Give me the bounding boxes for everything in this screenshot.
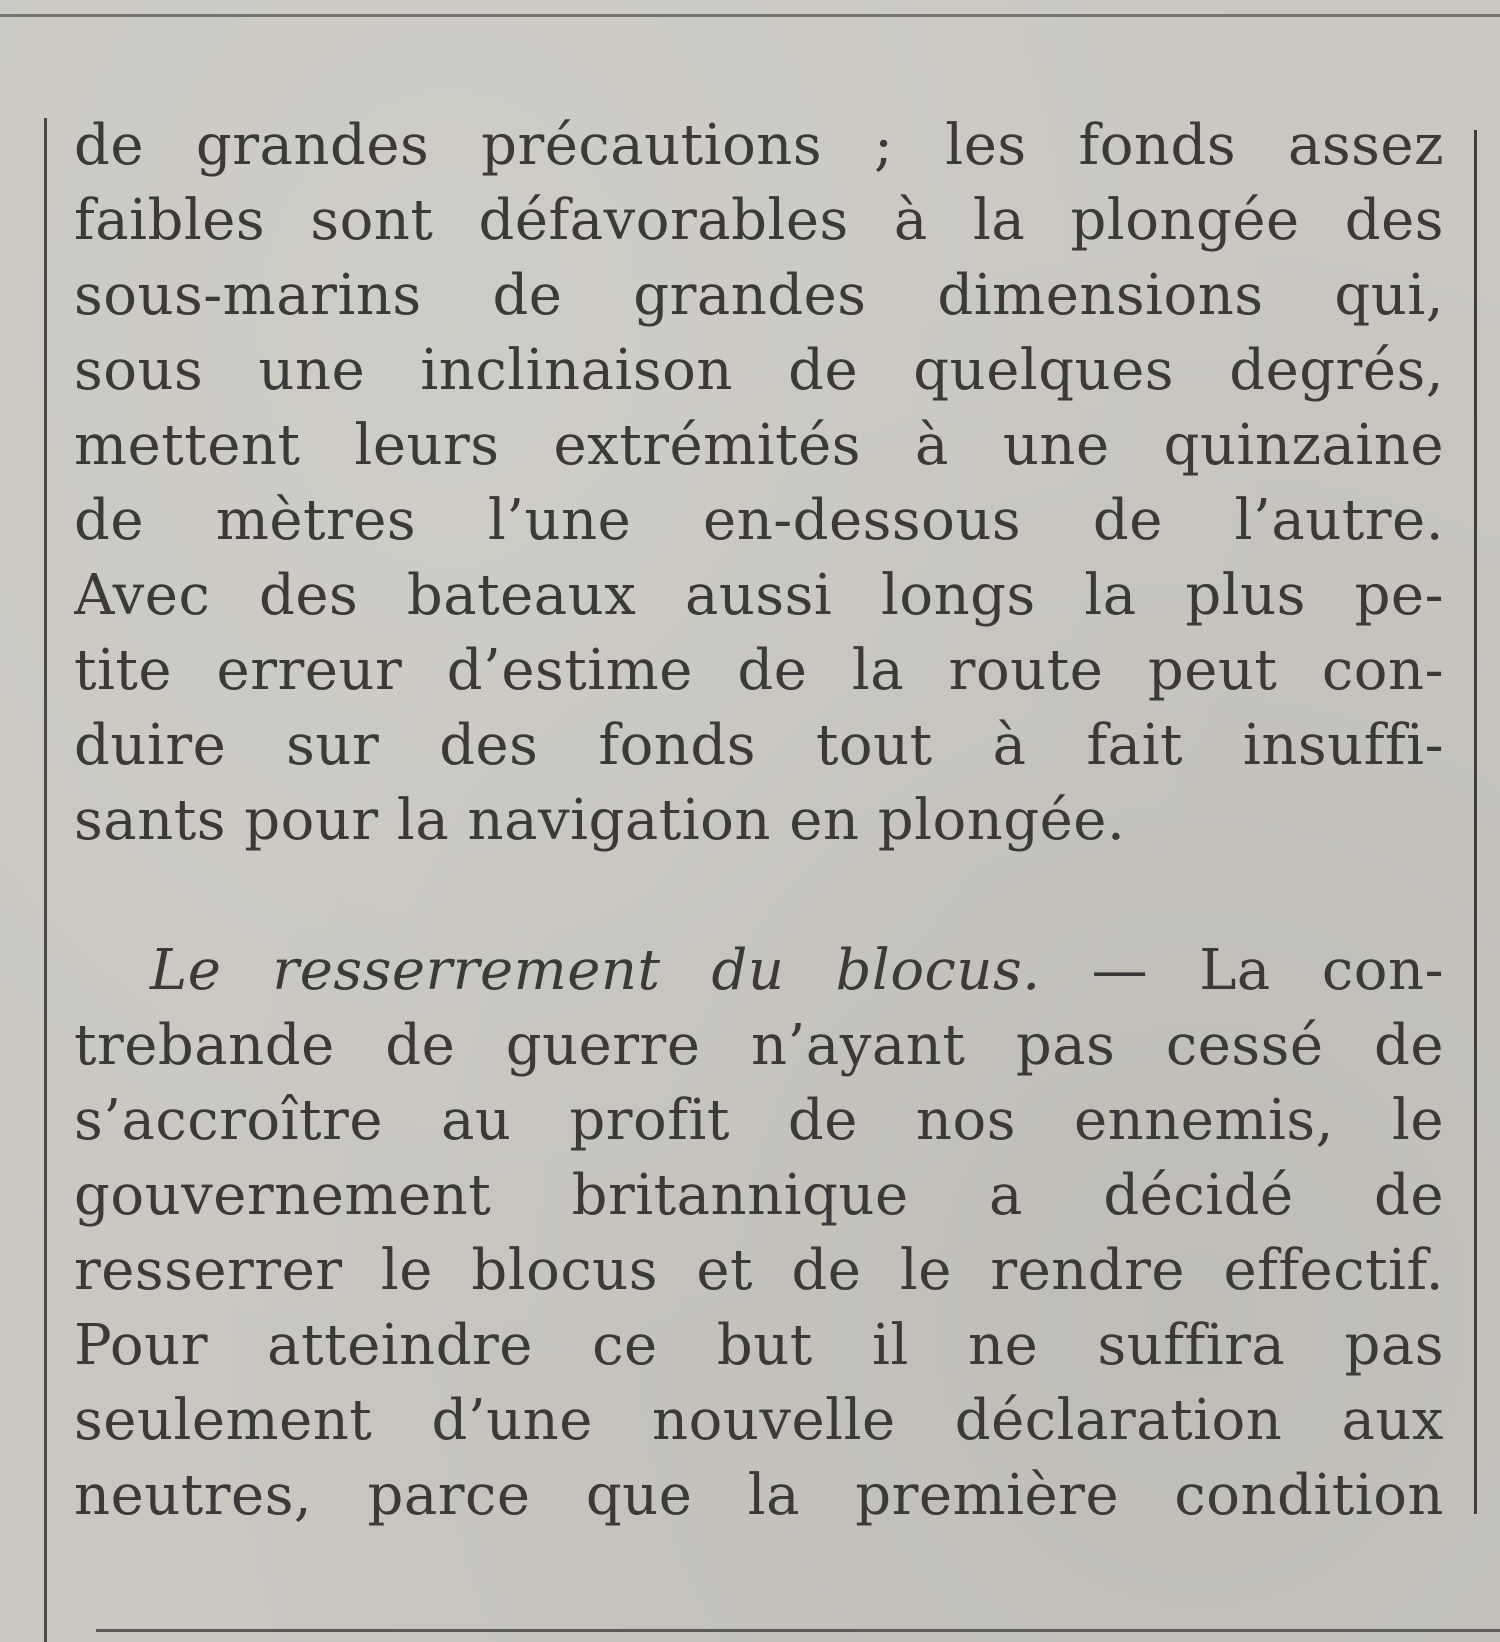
- text-column: [74, 108, 1444, 1533]
- bottom-rule: [96, 1629, 1500, 1632]
- section-heading: Le resserrement du blocus.: [150, 938, 1041, 1003]
- text-line: mettent leurs extrémités à une quinzaine: [74, 413, 1444, 478]
- text-line: s’accroître au profit de nos ennemis, le: [74, 1088, 1444, 1153]
- paragraph-1: [74, 108, 1444, 858]
- text-line: duire sur des fonds tout à fait insuffi-: [74, 713, 1444, 778]
- right-column-rule: [1474, 130, 1477, 1514]
- text-line: sants pour la navigation en plongée.: [74, 788, 1126, 853]
- paragraph-heading-line: [74, 933, 1444, 1008]
- paragraph-gap: [74, 858, 1444, 933]
- text-line: Avec des bateaux aussi longs la plus pe-: [74, 563, 1444, 628]
- text-line: de grandes précautions ; les fonds assez: [74, 113, 1444, 178]
- text-line: Pour atteindre ce but il ne suffira pas: [74, 1313, 1444, 1378]
- text-line: trebande de guerre n’ayant pas cessé de: [74, 1013, 1444, 1078]
- text-line: tite erreur d’estime de la route peut con-: [74, 638, 1444, 703]
- text-line: sous-marins de grandes dimensions qui,: [74, 263, 1444, 328]
- text-line: resserrer le blocus et de le rendre effectif.: [74, 1238, 1444, 1303]
- text-line: seulement d’une nouvelle déclaration aux: [74, 1388, 1444, 1453]
- top-rule: [0, 14, 1500, 17]
- text-line: faibles sont défavorables à la plongée des: [74, 188, 1444, 253]
- left-column-rule: [44, 118, 47, 1642]
- text-line: sous une inclinaison de quelques degrés,: [74, 338, 1444, 403]
- text-line: neutres, parce que la première condition: [74, 1463, 1444, 1528]
- paragraph-2: [74, 933, 1444, 1533]
- text-line: de mètres l’une en-dessous de l’autre.: [74, 488, 1444, 553]
- heading-line-rest: — La con-: [1091, 938, 1444, 1003]
- text-line: gouvernement britannique a décidé de: [74, 1163, 1444, 1228]
